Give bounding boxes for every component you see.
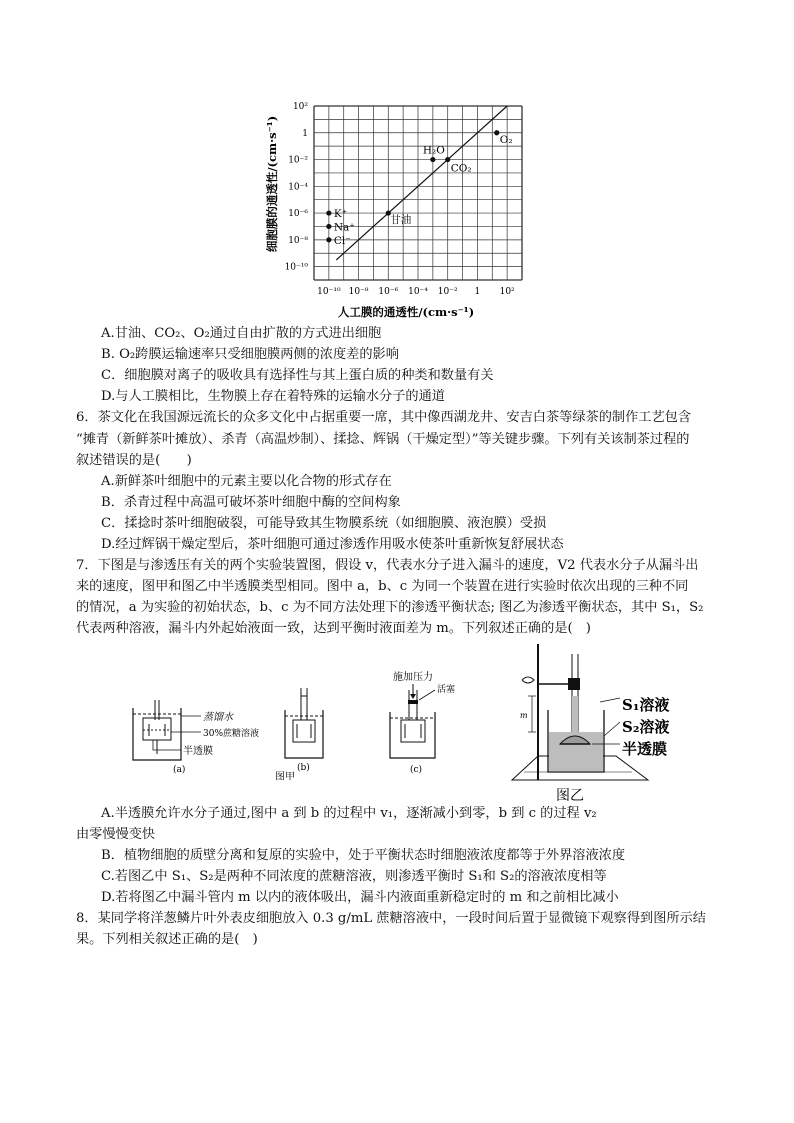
beaker-yi [528, 654, 620, 772]
point-label: O₂ [499, 133, 513, 146]
q7-stem-line1: 7．下图是与渗透压有关的两个实验装置图，假设 v，代表水分子进入漏斗的速度，V2 代表水分子从漏斗出 [76, 558, 699, 573]
y-tick-label: 10⁻⁸ [288, 235, 308, 246]
data-point [430, 157, 435, 162]
data-point [445, 157, 450, 162]
chart-marks [326, 130, 512, 247]
y-tick-label: 10⁻² [288, 155, 308, 166]
q6-option-a: A.新鲜茶叶细胞中的元素主要以化合物的形式存在 [101, 474, 392, 489]
label-c: (c) [410, 765, 423, 775]
chart-grid [314, 106, 522, 280]
caption-yi: 图乙 [556, 788, 584, 804]
y-tick-label: 1 [302, 128, 308, 139]
figure-jia [125, 660, 470, 780]
figure-jia-svg [125, 660, 470, 780]
q5-option-d: D.与人工膜相比，生物膜上存在着特殊的运输水分子的通道 [101, 389, 445, 404]
x-tick-label: 10⁻⁴ [408, 287, 428, 297]
q7-option-c: C.若图乙中 S₁、S₂是两种不同浓度的蔗糖溶液，则渗透平衡时 S₁和 S₂的溶液浓度相等 [101, 869, 607, 884]
x-tick-label: 1 [474, 287, 481, 297]
q7-option-b: B．植物细胞的质壁分离和复原的实验中，处于平衡状态时细胞液浓度都等于外界溶液浓度 [101, 848, 625, 863]
point-label: Na⁺ [333, 221, 355, 234]
x-tick-label: 10⁻¹⁰ [317, 287, 341, 297]
label-s2: S₂溶液 [622, 718, 670, 736]
q5-option-b: B. O₂跨膜运输速率只受细胞膜两侧的浓度差的影响 [101, 347, 399, 362]
q7-option-d: D.若将图乙中漏斗管内 m 以内的液体吸出，漏斗内液面重新稳定时的 m 和之前相比减小 [101, 890, 619, 905]
label-b: (b) [297, 763, 310, 773]
q6-option-c: C．揉捻时茶叶细胞破裂，可能导致其生物膜系统（如细胞膜、液泡膜）受损 [101, 516, 547, 531]
point-label: 甘油 [390, 214, 412, 227]
x-tick-label: 10⁻⁸ [348, 287, 369, 297]
data-point [326, 210, 331, 215]
x-tick-label: 10⁻⁶ [378, 287, 399, 297]
beaker-c [390, 684, 435, 758]
label-membrane-yi: 半透膜 [622, 740, 668, 758]
q6-option-b: B．杀青过程中高温可破坏茶叶细胞中酶的空间构象 [101, 495, 401, 510]
q7-stem-line2: 来的速度，图甲和图乙中半透膜类型相同。图中 a，b、c 为同一个装置在进行实验时依次出现的三种不同 [76, 579, 689, 594]
q7-stem-line4: 代表两种溶液，漏斗内外起始液面一致，达到平衡时液面差为 m。下列叙述正确的是( ) [76, 621, 591, 636]
q5-option-a: A.甘油、CO₂、O₂通过自由扩散的方式进出细胞 [101, 326, 382, 341]
q6-stem-line3: 叙述错误的是( ) [76, 453, 192, 468]
point-label: H₂O [422, 144, 445, 157]
label-membrane-jia: 半透膜 [183, 746, 213, 757]
label-distilled-water: 蒸馏水 [203, 712, 233, 723]
q6-option-d: D.经过辉锅干燥定型后，茶叶细胞可通过渗透作用吸水使茶叶重新恢复舒展状态 [101, 537, 564, 552]
permeability-chart [262, 98, 542, 330]
point-label: Cl⁻ [333, 234, 351, 247]
figure-yi [508, 640, 708, 805]
data-point [326, 224, 331, 229]
permeability-chart-svg [262, 98, 542, 330]
diagonal-line [333, 106, 507, 260]
q8-stem-line2: 果。下列相关叙述正确的是( ) [76, 932, 258, 947]
point-label: CO₂ [450, 162, 472, 175]
q6-stem-line1: 6．茶文化在我国源远流长的众多文化中占据重要一席，其中像西湖龙井、安吉白茶等绿茶的制作工艺包含 [76, 410, 692, 425]
label-a: (a) [173, 765, 186, 775]
y-axis-label: 细胞膜的通透性/(cm·s⁻¹) [265, 115, 279, 253]
y-tick-label: 10⁻⁶ [288, 209, 308, 220]
q7-stem-line3: 的情况，a 为实验的初始状态，b、c 为不同方法处理下的渗透平衡状态; 图乙为渗透平衡状态，其中 S₁，S₂ [76, 600, 704, 615]
y-tick-label: 10⁻⁴ [288, 182, 308, 193]
data-point [326, 237, 331, 242]
point-label: K⁺ [333, 208, 348, 221]
data-point [494, 130, 499, 135]
q6-stem-line2: “摊青（新鲜茶叶摊放）、杀青（高温炒制）、揉捻、辉锅（干燥定型）”等关键步骤。下列有关该制茶过程的 [76, 432, 690, 447]
figure-yi-svg [508, 640, 708, 805]
caption-jia: 图甲 [275, 772, 295, 780]
label-piston: 活塞 [437, 685, 456, 695]
label-sugar-solution: 30%蔗糖溶液 [203, 729, 260, 739]
q7-option-a-line1: A.半透膜允许水分子通过,图中 a 到 b 的过程中 v₁，逐渐减小到零，b 到 c 的过程 v₂ [101, 806, 597, 821]
q5-option-c: C．细胞膜对离子的吸收具有选择性与其上蛋白质的种类和数量有关 [101, 368, 494, 383]
y-tick-label: 10⁻¹⁰ [284, 262, 308, 273]
x-axis-label: 人工膜的通透性/(cm·s⁻¹) [337, 305, 475, 319]
x-tick-label: 10⁻² [437, 287, 458, 297]
label-s1: S₁溶液 [622, 696, 670, 714]
y-tick-label: 10² [292, 102, 308, 112]
q7-option-a-line2: 由零慢慢变快 [76, 827, 156, 842]
q8-stem-line1: 8．某同学将洋葱鳞片叶外表皮细胞放入 0.3 g/mL 蔗糖溶液中，一段时间后置于显微镜下观察得到图所示结 [76, 911, 706, 926]
beaker-b [285, 688, 323, 758]
label-pressure: 施加压力 [393, 672, 433, 683]
label-m: m [520, 711, 528, 720]
x-tick-label: 10² [499, 287, 515, 297]
